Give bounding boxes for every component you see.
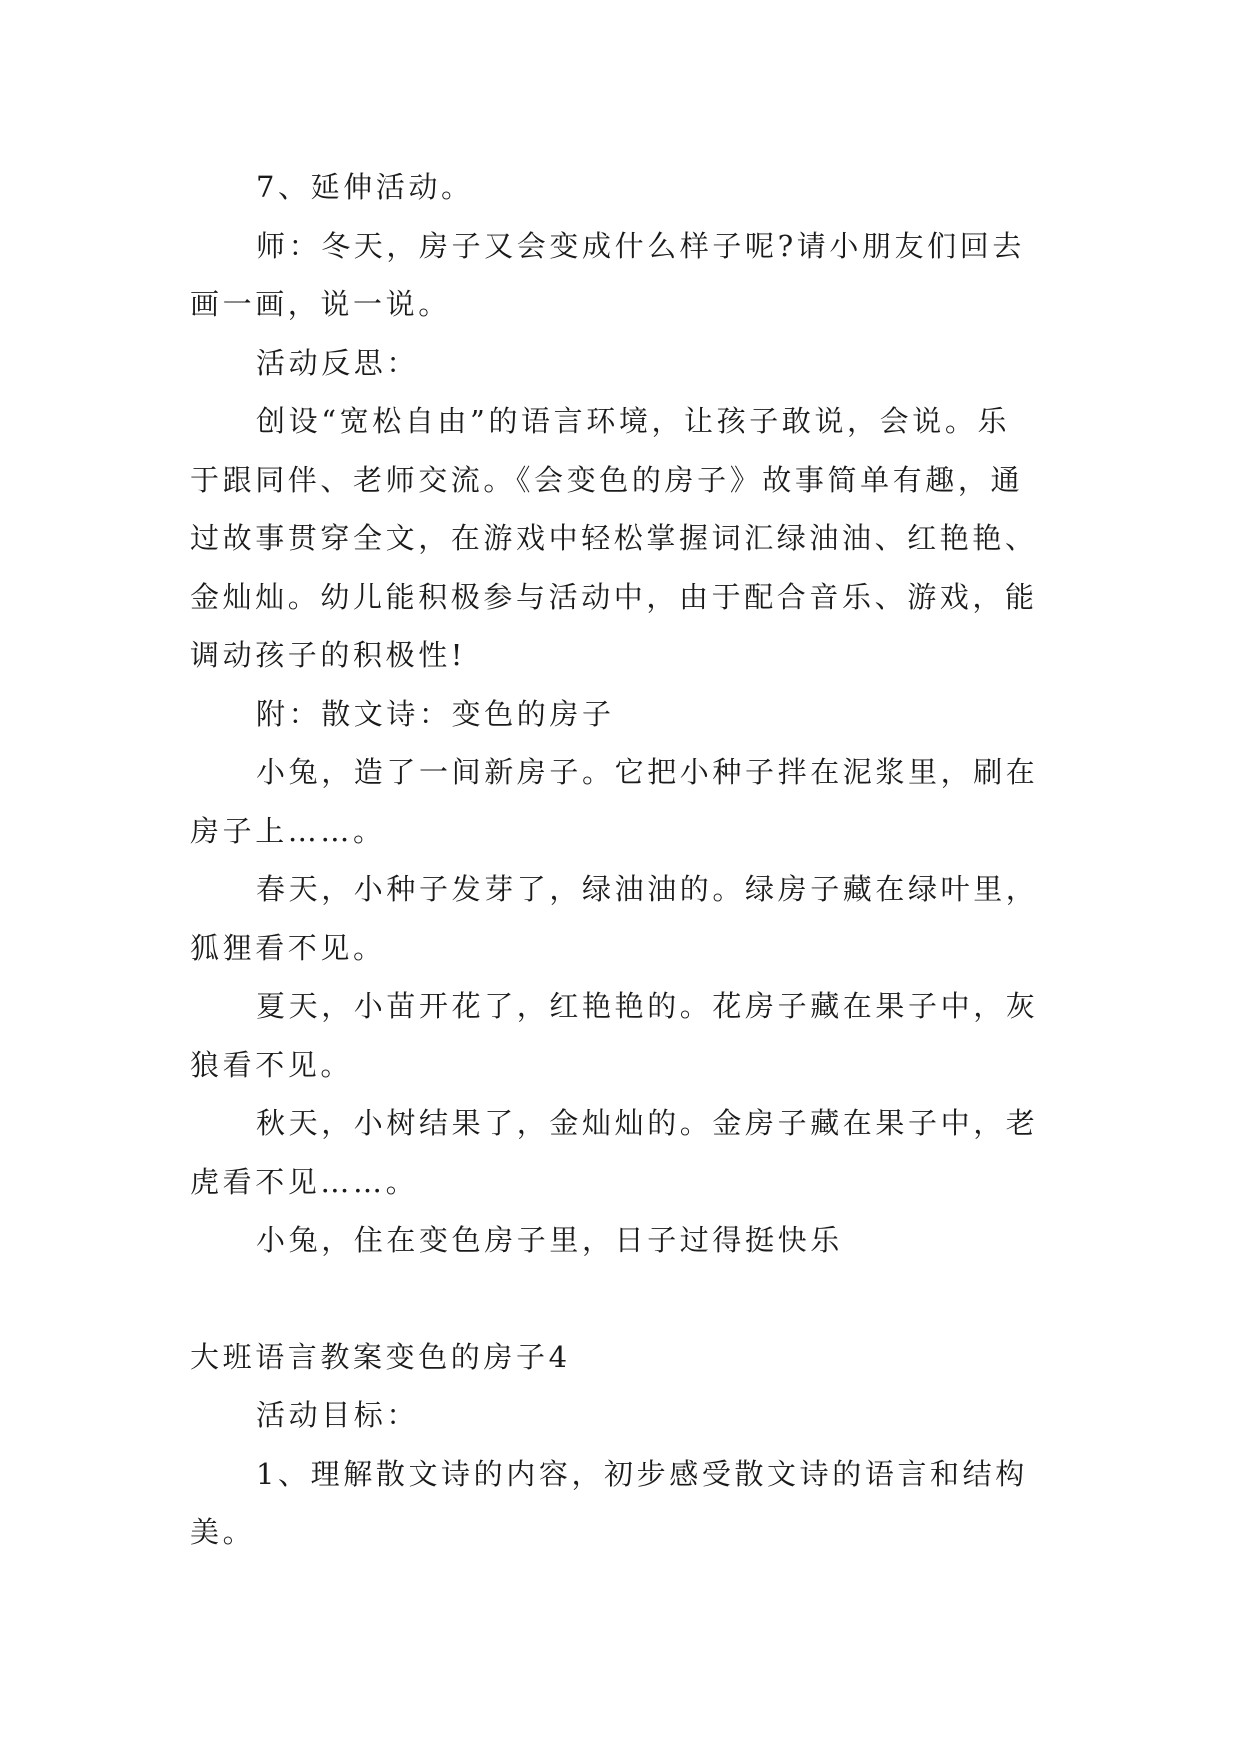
section-title: 大班语言教案变色的房子4 [190,1339,571,1374]
paragraph [190,977,1070,1094]
text-line: 调动孩子的积极性! [190,638,467,672]
text-line: 虎看不见……。 [190,1164,419,1199]
text-line: 画一画，说一说。 [190,287,451,321]
document-body [190,158,1070,1562]
paragraph [190,1445,1070,1562]
text-line: 夏天，小苗开花了，红艳艳的。花房子藏在果子中，灰 [256,989,1039,1023]
paragraph [190,334,1070,393]
paragraph [190,685,1070,744]
paragraph [190,1094,1070,1211]
paragraph [190,1386,1070,1445]
paragraph [190,743,1070,860]
text-line: 师：冬天，房子又会变成什么样子呢?请小朋友们回去 [256,228,1025,263]
paragraph [190,217,1070,334]
text-line: 1、理解散文诗的内容，初步感受散文诗的语言和结构 [256,1456,1028,1491]
section-spacer [190,1270,1070,1328]
paragraph [190,392,1070,685]
text-line: 秋天，小树结果了，金灿灿的。金房子藏在果子中，老 [256,1106,1039,1140]
text-line: 活动目标： [256,1398,420,1432]
paragraph [190,1211,1070,1270]
text-line: 创设“宽松自由”的语言环境，让孩子敢说，会说。乐 [256,404,1011,438]
text-line: 小兔，住在变色房子里，日子过得挺快乐 [256,1223,843,1257]
text-line: 美。 [190,1515,256,1549]
text-line: 春天，小种子发芽了，绿油油的。绿房子藏在绿叶里， [256,872,1039,906]
paragraph [190,158,1070,217]
text-line: 过故事贯穿全文，在游戏中轻松掌握词汇绿油油、红艳艳、 [190,521,1038,555]
text-line: 附：散文诗：变色的房子 [256,696,615,731]
paragraph [190,860,1070,977]
text-line: 小兔，造了一间新房子。它把小种子拌在泥浆里，刷在 [256,755,1039,789]
text-line: 于跟同伴、老师交流。《会变色的房子》故事简单有趣，通 [190,462,1024,497]
text-line: 活动反思： [256,345,420,380]
text-line: 房子上……。 [190,813,386,848]
text-line: 狐狸看不见。 [190,930,386,965]
text-line: 7、延伸活动。 [256,170,474,204]
text-line: 狼看不见。 [190,1047,354,1082]
text-line: 金灿灿。幼儿能积极参与活动中，由于配合音乐、游戏，能 [190,579,1038,614]
